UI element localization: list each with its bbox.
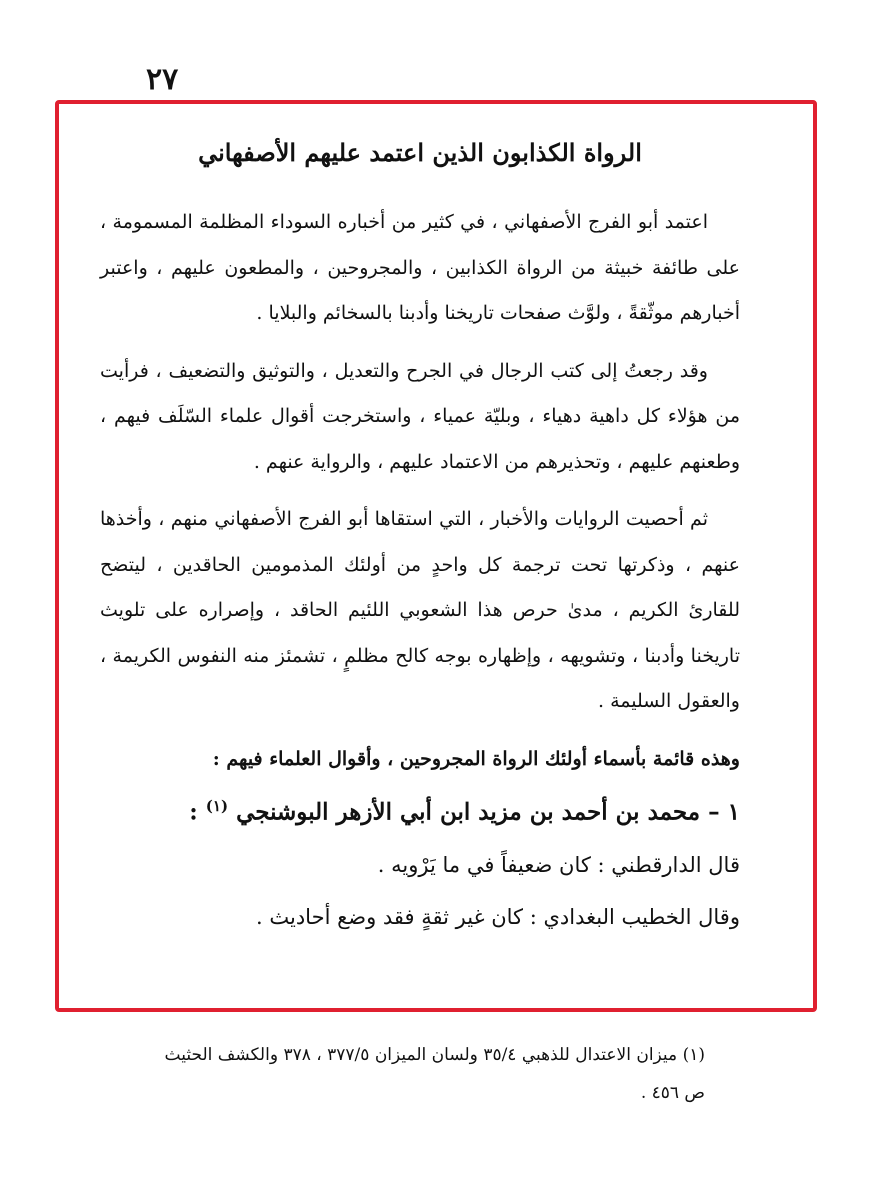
page-number: ٢٧ bbox=[146, 62, 179, 97]
entry-number: ١ – bbox=[708, 798, 740, 826]
list-intro: وهذه قائمة بأسماء أولئك الرواة المجروحين ، وأقوال العلماء فيهم : bbox=[212, 747, 740, 770]
quote-khatib: وقال الخطيب البغدادي : كان غير ثقةٍ فقد وضع أحاديث . bbox=[256, 904, 740, 929]
narrator-entry bbox=[100, 782, 740, 837]
chapter-title: الرواة الكذابون الذين اعتمد عليهم الأصفهاني bbox=[198, 138, 642, 167]
footnote-line-2: ص ٤٥٦ . bbox=[640, 1083, 705, 1103]
footnote-text: ميزان الاعتدال للذهبي ٣٥/٤ ولسان الميزان ٣٧٧/٥ ، ٣٧٨ والكشف الحثيث bbox=[164, 1045, 678, 1065]
main-content bbox=[100, 128, 740, 988]
entry-name: محمد بن أحمد بن مزيد ابن أبي الأزهر البوشنجي bbox=[236, 798, 701, 826]
paragraph-2: وقد رجعتُ إلى كتب الرجال في الجرح والتعديل ، والتوثيق والتضعيف ، فرأيت من هؤلاء كل داهية دهياء ، وبليّة عمياء ، واستخرجت أقوال علماء السّلَف فيهم ، وطعنهم عليهم ، وتحذيرهم من الاعتماد عليهم ، والرواية عنهم . bbox=[100, 359, 740, 473]
footnote bbox=[105, 1036, 705, 1112]
footnote-marker: (١) bbox=[682, 1045, 705, 1065]
footnote-line-1 bbox=[105, 1036, 705, 1074]
footnote-reference: (١) bbox=[205, 797, 229, 815]
quote-daraqutni: قال الدارقطني : كان ضعيفاً في ما يَرْويه . bbox=[377, 852, 740, 877]
entry-suffix: : bbox=[189, 798, 198, 826]
paragraph-3: ثم أحصيت الروايات والأخبار ، التي استقاها أبو الفرج الأصفهاني منهم ، وأخذها عنهم ، وذكرتها تحت ترجمة كل واحدٍ من أولئك المذمومين الحاقدين ، ليتضح للقارئ الكريم ، مدىٰ حرص هذا الشعوبي اللئيم الحاقد ، وإصراره على تلويث تاريخنا وأدبنا ، وتشويهه ، وإظهاره بوجه كالح مظلمٍ ، تشمئز منه النفوس الكريمة ، والعقول السليمة . bbox=[100, 508, 740, 712]
paragraph-1: اعتمد أبو الفرج الأصفهاني ، في كثير من أخباره السوداء المظلمة المسمومة ، على طائفة خبيثة من الرواة الكذابين ، والمجروحين ، والمطعون عليهم ، واعتبر أخبارهم موثّقةً ، ولوَّث صفحات تاريخنا وأدبنا بالسخائم والبلايا . bbox=[100, 211, 740, 324]
